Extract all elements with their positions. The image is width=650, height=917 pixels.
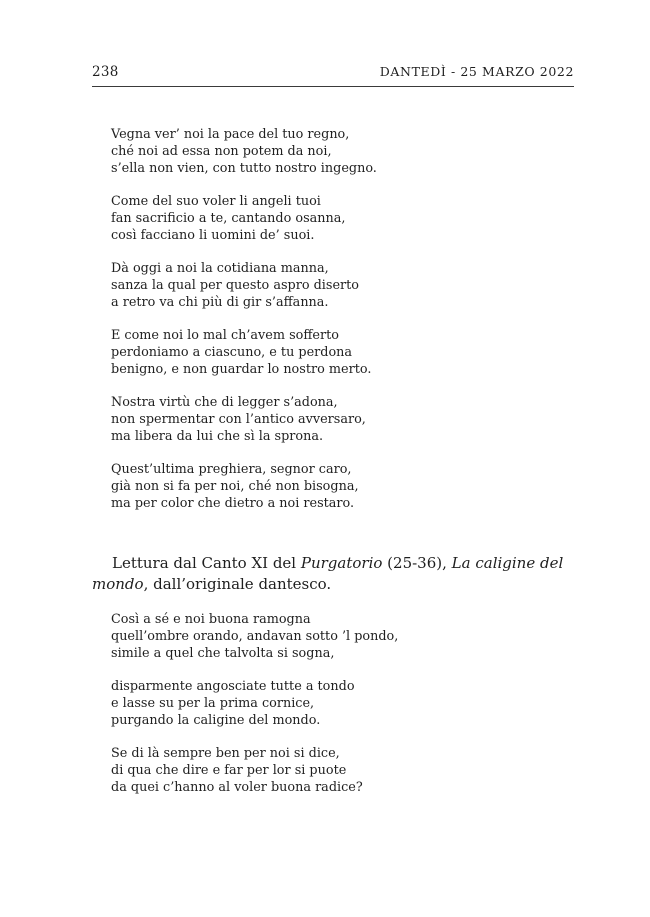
page-number: 238 <box>92 64 119 80</box>
intro-text: Lettura dal Canto XI del <box>112 554 301 572</box>
poem-excerpt-1 <box>111 126 377 528</box>
verse: così facciano li uomini de’ suoi. <box>111 228 315 243</box>
verse: ma libera da lui che sì la sprona. <box>111 429 324 444</box>
stanza <box>111 126 377 177</box>
verse: a retro va chi più di gir s’affanna. <box>111 295 329 310</box>
stanza <box>111 611 398 662</box>
verse: s’ella non vien, con tutto nostro ingegno. <box>111 161 377 176</box>
verse: perdoniamo a ciascuno, e tu perdona <box>111 345 353 360</box>
reading-title: La caligine del mondo <box>92 554 564 593</box>
intro-text: , dall’originale dantesco. <box>143 575 332 593</box>
verse: Se di là sempre ben per noi si dice, <box>111 746 340 761</box>
verse: disparmente angosciate tutte a tondo <box>111 679 355 694</box>
reading-introduction <box>92 553 582 595</box>
page-header <box>92 64 574 87</box>
verse: ma per color che dietro a noi restaro. <box>111 496 355 511</box>
verse: ché noi ad essa non potem da noi, <box>111 144 332 159</box>
verse: già non si fa per noi, ché non bisogna, <box>111 479 359 494</box>
verse: quell’ombre orando, andavan sotto ’l pondo, <box>111 629 399 644</box>
verse: purgando la caligine del mondo. <box>111 713 321 728</box>
verse: benigno, e non guardar lo nostro merto. <box>111 362 372 377</box>
stanza <box>111 678 398 729</box>
verse: simile a quel che talvolta si sogna, <box>111 646 335 661</box>
verse: Dà oggi a noi la cotidiana manna, <box>111 261 329 276</box>
stanza <box>111 327 377 378</box>
intro-text: (25-36), <box>382 554 452 572</box>
stanza <box>111 394 377 445</box>
stanza <box>111 461 377 512</box>
intro-paragraph <box>92 553 582 595</box>
stanza <box>111 260 377 311</box>
stanza <box>111 193 377 244</box>
verse: e lasse su per la prima cornice, <box>111 696 315 711</box>
verse: fan sacrificio a te, cantando osanna, <box>111 211 346 226</box>
running-head: DANTEDÌ - 25 MARZO 2022 <box>379 64 574 79</box>
verse: non spermentar con l’antico avversaro, <box>111 412 366 427</box>
verse: di qua che dire e far per lor si puote <box>111 763 347 778</box>
verse: Come del suo voler li angeli tuoi <box>111 194 321 209</box>
verse: Così a sé e noi buona ramogna <box>111 612 311 627</box>
stanza <box>111 745 398 796</box>
poem-excerpt-2 <box>111 611 398 812</box>
work-title: Purgatorio <box>300 554 383 572</box>
verse: sanza la qual per questo aspro diserto <box>111 278 359 293</box>
verse: da quei c’hanno al voler buona radice? <box>111 780 363 795</box>
verse: Vegna ver’ noi la pace del tuo regno, <box>111 127 350 142</box>
verse: E come noi lo mal ch’avem sofferto <box>111 328 339 343</box>
verse: Nostra virtù che di legger s’adona, <box>111 395 338 410</box>
verse: Quest’ultima preghiera, segnor caro, <box>111 462 352 477</box>
